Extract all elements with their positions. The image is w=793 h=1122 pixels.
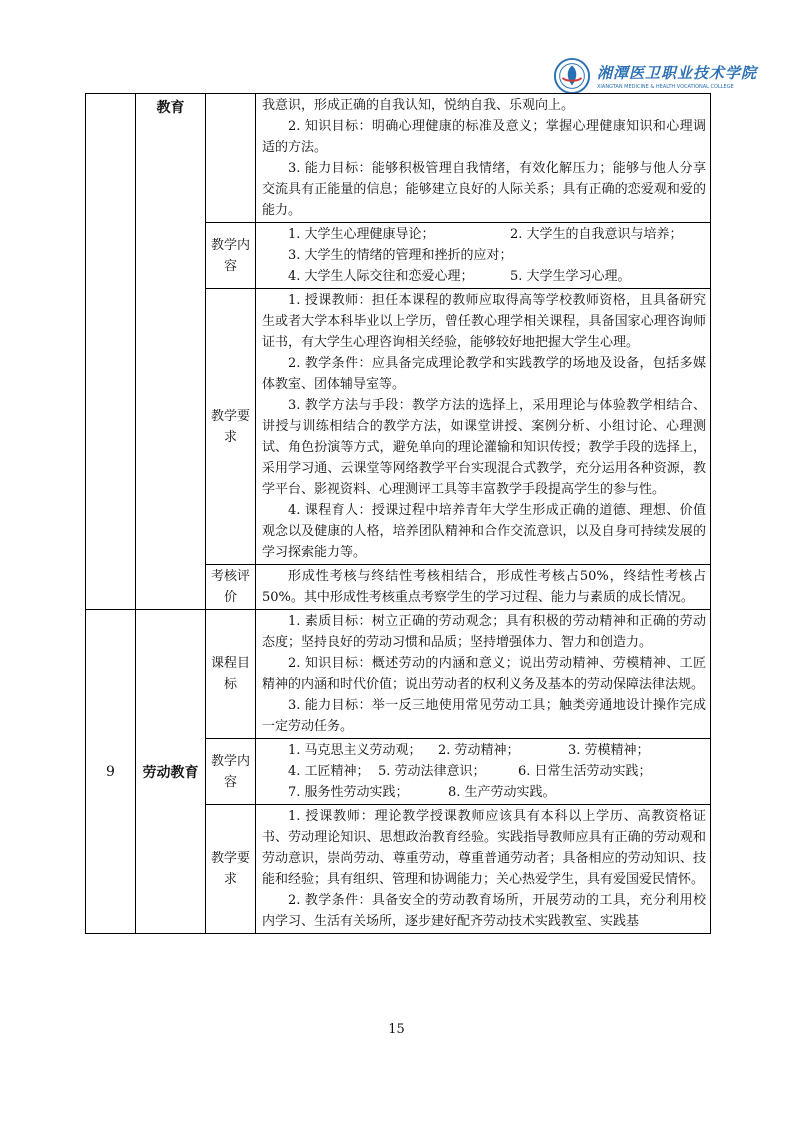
goal-text: 1. 素质目标：树立正确的劳动观念；具有积极的劳动精神和正确的劳动态度；坚持良好的劳动习惯和品质；坚持增强体力、智力和创造力。 [262, 614, 706, 650]
table-row [86, 94, 711, 223]
requirement-text: 1. 授课教师：理论教学授课教师应该具有本科以上学历、高教资格证书、劳动理论知识、思想政治教育经验。实践指导教师应具有正确的劳动观和劳动意识，崇尚劳动、尊重劳动，尊重普通劳动者；具备相应的劳动知识、技能和经验；具有组织、管理和协调能力；关心热爱学生，具有爱国爱民情怀。 [262, 809, 706, 887]
content-item: 1. 大学生心理健康导论； [288, 227, 435, 242]
row-number-cell: 9 [86, 610, 136, 934]
page-number: 15 [388, 1022, 405, 1037]
requirement-text: 2. 教学条件：应具备完成理论教学和实践教学的场地及设备，包括多媒体教室、团体辅导室等。 [262, 356, 706, 392]
content-item: 6. 日常生活劳动实践； [518, 764, 652, 779]
requirements-label: 教学要求 [206, 289, 256, 565]
goal-text: 我意识，形成正确的自我认知，悦纳自我、乐观向上。 [262, 98, 575, 113]
goals-cell [256, 610, 711, 739]
table-row [86, 610, 711, 739]
content-item: 1. 马克思主义劳动观； [288, 743, 422, 758]
content-item: 2. 劳动精神； [438, 743, 520, 758]
course-name-cell: 劳动教育 [136, 610, 206, 934]
goals-cell [256, 94, 711, 223]
requirements-label: 教学要求 [206, 805, 256, 934]
requirements-cell [256, 289, 711, 565]
content-item: 5. 大学生学习心理。 [510, 269, 631, 284]
requirement-text: 2. 教学条件：具备安全的劳动教育场所，开展劳动的工具，充分利用校内学习、生活有关场所，逐步建好配齐劳动技术实践教室、实践基 [262, 893, 706, 929]
requirement-text: 1. 授课教师：担任本课程的教师应取得高等学校教师资格，且具备研究生或者大学本科毕业以上学历，曾任教心理学相关课程，具备国家心理咨询师证书，有大学生心理咨询相关经验，能够较好地把握大学生心理。 [262, 293, 706, 350]
evaluation-label: 考核评价 [206, 565, 256, 610]
content-item: 2. 大学生的自我意识与培养； [510, 227, 683, 242]
content-label: 教学内容 [206, 223, 256, 289]
content-item: 3. 大学生的情绪的管理和挫折的应对； [288, 248, 513, 263]
goal-text: 3. 能力目标：能够积极管理自我情绪，有效化解压力；能够与他人分享交流具有正能量的信息；能够建立良好的人际关系；具有正确的恋爱观和爱的能力。 [262, 161, 706, 218]
evaluation-text: 形成性考核与终结性考核相结合，形成性考核占50%，终结性考核占50%。其中形成性考核重点考察学生的学习过程、能力与素质的成长情况。 [262, 569, 706, 605]
requirements-cell [256, 805, 711, 934]
content-item: 4. 大学生人际交往和恋爱心理； [288, 269, 474, 284]
content-label: 教学内容 [206, 739, 256, 805]
content-item: 4. 工匠精神； [288, 764, 370, 779]
logo-name-cn: 湘潭医卫职业技术学院 [597, 64, 758, 82]
course-table [85, 93, 711, 934]
goal-text: 2. 知识目标：明确心理健康的标准及意义；掌握心理健康知识和心理调适的方法。 [262, 119, 706, 155]
content-item: 5. 劳动法律意识； [378, 764, 486, 779]
goal-text: 2. 知识目标：概述劳动的内涵和意义；说出劳动精神、劳模精神、工匠精神的内涵和时代价值；说出劳动者的权利义务及基本的劳动保障法律法规。 [262, 656, 706, 692]
goals-label: 课程目标 [206, 610, 256, 739]
content-item: 3. 劳模精神； [568, 743, 650, 758]
college-logo [553, 56, 781, 96]
evaluation-cell [256, 565, 711, 610]
course-name-cell: 教育 [136, 94, 206, 610]
logo-name-en: XIANGTAN MEDICINE & HEALTH VOCATIONAL COLLEGE [597, 84, 734, 90]
row-number-cell [86, 94, 136, 610]
label-cell [206, 94, 256, 223]
requirement-text: 3. 教学方法与手段：教学方法的选择上，采用理论与体验教学相结合、讲授与训练相结合的教学方法，如课堂讲授、案例分析、小组讨论、心理测试、角色扮演等方式，避免单向的理论灌输和知识传授；教学手段的选择上，采用学习通、云课堂等网络教学平台实现混合式教学，充分运用各种资源，教学平台、影视资料、心理测评工具等丰富教学手段提高学生的参与性。 [262, 398, 706, 497]
content-cell [256, 223, 711, 289]
college-emblem-icon [553, 57, 591, 95]
content-cell [256, 739, 711, 805]
content-item: 8. 生产劳动实践。 [448, 785, 556, 800]
content-item: 7. 服务性劳动实践； [288, 785, 409, 800]
goal-text: 3. 能力目标：举一反三地使用常见劳动工具；触类旁通地设计操作完成一定劳动任务。 [262, 698, 706, 734]
requirement-text: 4. 课程育人：授课过程中培养青年大学生形成正确的道德、理想、价值观念以及健康的人格，培养团队精神和合作交流意识，以及自身可持续发展的学习探索能力等。 [262, 503, 706, 560]
